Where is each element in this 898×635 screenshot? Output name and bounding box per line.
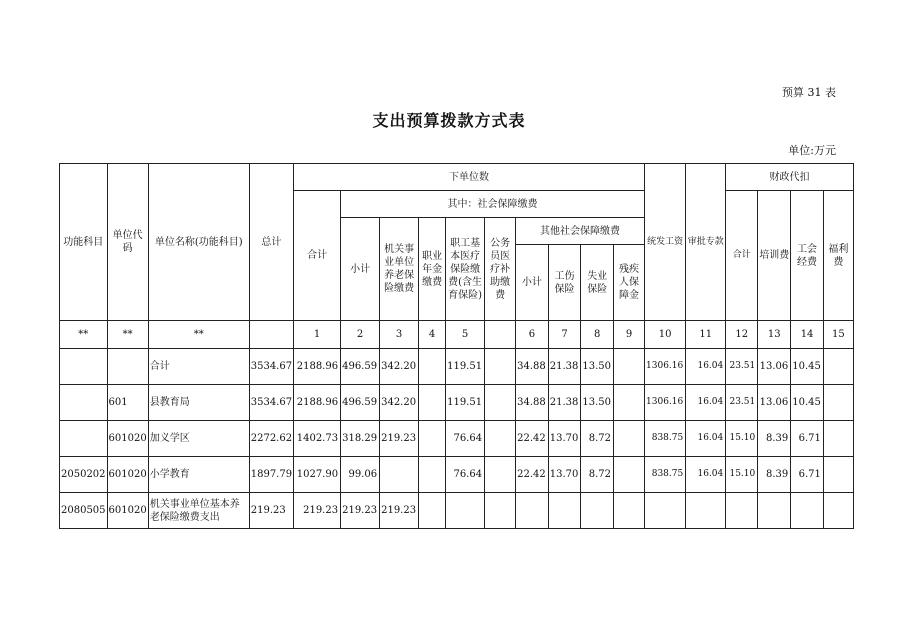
- index-cell: 7: [548, 321, 581, 349]
- cell-value: 15.10: [726, 457, 758, 493]
- cell-value: 219.23: [341, 493, 380, 529]
- table-row: [60, 493, 854, 529]
- header-lower-units: 下单位数: [294, 164, 645, 191]
- form-number: 预算 31 表: [782, 86, 836, 99]
- cell-value: 13.70: [548, 457, 581, 493]
- cell-unit-name: 合计: [148, 349, 249, 385]
- cell-value: 10.45: [791, 349, 824, 385]
- table-row: [60, 457, 854, 493]
- cell-unit-code: 601020: [107, 493, 148, 529]
- cell-value: 119.51: [446, 385, 485, 421]
- header-welfare: 福利费: [823, 191, 853, 321]
- index-cell: **: [148, 321, 249, 349]
- index-cell: 8: [581, 321, 614, 349]
- cell-value: [614, 349, 645, 385]
- cell-total: 219.23: [249, 493, 293, 529]
- cell-func-code: [60, 385, 108, 421]
- index-row: [60, 321, 854, 349]
- cell-value: 219.23: [380, 421, 419, 457]
- index-cell: 3: [380, 321, 419, 349]
- index-cell: 6: [516, 321, 549, 349]
- cell-value: 496.59: [341, 385, 380, 421]
- cell-value: 2188.96: [294, 349, 341, 385]
- index-cell: 14: [791, 321, 824, 349]
- header-salary: 统发工资: [645, 164, 686, 321]
- cell-value: 13.50: [581, 349, 614, 385]
- cell-value: 6.71: [791, 421, 824, 457]
- cell-value: 13.06: [758, 385, 791, 421]
- cell-total: 1897.79: [249, 457, 293, 493]
- index-cell: 10: [645, 321, 686, 349]
- header-social-insurance: 其中：社会保障缴费: [341, 191, 645, 218]
- cell-value: [726, 493, 758, 529]
- cell-func-code: [60, 421, 108, 457]
- cell-value: [614, 457, 645, 493]
- cell-value: 76.64: [446, 421, 485, 457]
- cell-total: 3534.67: [249, 385, 293, 421]
- header-fd-total: 合计: [726, 191, 758, 321]
- cell-value: 219.23: [294, 493, 341, 529]
- cell-value: [419, 421, 446, 457]
- cell-value: 16.04: [686, 457, 726, 493]
- cell-value: [419, 349, 446, 385]
- cell-value: 15.10: [726, 421, 758, 457]
- cell-value: 10.45: [791, 385, 824, 421]
- cell-value: [823, 385, 853, 421]
- cell-total: 3534.67: [249, 349, 293, 385]
- cell-value: [645, 493, 686, 529]
- cell-value: [548, 493, 581, 529]
- cell-value: [614, 421, 645, 457]
- index-cell: [485, 321, 516, 349]
- cell-value: 16.04: [686, 385, 726, 421]
- cell-value: 22.42: [516, 421, 549, 457]
- cell-unit-name: 县教育局: [148, 385, 249, 421]
- index-cell: 5: [446, 321, 485, 349]
- cell-value: 1306.16: [645, 385, 686, 421]
- header-pension: 机关事业单位养老保险缴费: [380, 218, 419, 321]
- cell-value: 22.42: [516, 457, 549, 493]
- cell-unit-name: 机关事业单位基本养老保险缴费支出: [148, 493, 249, 529]
- cell-value: 76.64: [446, 457, 485, 493]
- cell-value: 23.51: [726, 349, 758, 385]
- cell-value: [419, 493, 446, 529]
- cell-value: [485, 421, 516, 457]
- cell-value: 13.50: [581, 385, 614, 421]
- cell-value: [823, 421, 853, 457]
- cell-func-code: [60, 349, 108, 385]
- header-medical: 职工基本医疗保险缴费(含生育保险): [446, 218, 485, 321]
- cell-value: 21.38: [548, 385, 581, 421]
- index-cell: 12: [726, 321, 758, 349]
- header-si-subtotal: 小计: [341, 218, 380, 321]
- cell-total: 2272.62: [249, 421, 293, 457]
- index-cell: 4: [419, 321, 446, 349]
- cell-value: [446, 493, 485, 529]
- cell-unit-code: 601020: [107, 421, 148, 457]
- cell-value: 34.88: [516, 385, 549, 421]
- cell-value: 8.72: [581, 421, 614, 457]
- header-training: 培训费: [758, 191, 791, 321]
- cell-value: [581, 493, 614, 529]
- cell-unit-code: [107, 349, 148, 385]
- header-unit-code: 单位代码: [107, 164, 148, 321]
- table-row: [60, 349, 854, 385]
- header-civil-medical: 公务员医疗补助缴费: [485, 218, 516, 321]
- cell-func-code: 2080505: [60, 493, 108, 529]
- cell-value: 1402.73: [294, 421, 341, 457]
- cell-value: [485, 385, 516, 421]
- unit-label: 单位:万元: [788, 144, 836, 157]
- header-func-code: 功能科目: [60, 164, 108, 321]
- cell-value: 13.06: [758, 349, 791, 385]
- cell-value: 8.39: [758, 421, 791, 457]
- cell-value: 1306.16: [645, 349, 686, 385]
- cell-value: 23.51: [726, 385, 758, 421]
- cell-value: [686, 493, 726, 529]
- cell-value: [614, 385, 645, 421]
- cell-value: 219.23: [380, 493, 419, 529]
- header-total: 总计: [249, 164, 293, 321]
- header-union: 工会经费: [791, 191, 824, 321]
- header-other-subtotal: 小计: [516, 245, 549, 321]
- index-cell: **: [107, 321, 148, 349]
- cell-value: 16.04: [686, 349, 726, 385]
- cell-value: 13.70: [548, 421, 581, 457]
- cell-value: 342.20: [380, 385, 419, 421]
- index-cell: 9: [614, 321, 645, 349]
- cell-value: [614, 493, 645, 529]
- cell-func-code: 2050202: [60, 457, 108, 493]
- cell-value: [791, 493, 824, 529]
- cell-value: [419, 385, 446, 421]
- index-cell: 1: [294, 321, 341, 349]
- cell-value: [758, 493, 791, 529]
- cell-value: 16.04: [686, 421, 726, 457]
- cell-value: [823, 457, 853, 493]
- cell-value: 838.75: [645, 457, 686, 493]
- header-injury: 工伤保险: [548, 245, 581, 321]
- cell-value: [419, 457, 446, 493]
- index-cell: 13: [758, 321, 791, 349]
- cell-value: 318.29: [341, 421, 380, 457]
- page-title: 支出预算拨款方式表: [372, 111, 526, 130]
- index-cell: 2: [341, 321, 380, 349]
- header-lower-total: 合计: [294, 191, 341, 321]
- cell-unit-code: 601: [107, 385, 148, 421]
- header-finance-deduct: 财政代扣: [726, 164, 854, 191]
- cell-value: [516, 493, 549, 529]
- cell-value: 119.51: [446, 349, 485, 385]
- cell-value: [485, 457, 516, 493]
- cell-value: [380, 457, 419, 493]
- cell-value: 8.72: [581, 457, 614, 493]
- index-cell: **: [60, 321, 108, 349]
- cell-value: [823, 349, 853, 385]
- cell-unit-code: 601020: [107, 457, 148, 493]
- cell-value: [485, 349, 516, 385]
- cell-unit-name: 加义学区: [148, 421, 249, 457]
- header-unemployment: 失业保险: [581, 245, 614, 321]
- index-cell: [249, 321, 293, 349]
- header-unit-name: 单位名称(功能科目): [148, 164, 249, 321]
- table-row: [60, 421, 854, 457]
- header-disabled: 残疾人保障金: [614, 245, 645, 321]
- cell-value: 342.20: [380, 349, 419, 385]
- cell-value: 8.39: [758, 457, 791, 493]
- cell-value: 838.75: [645, 421, 686, 457]
- cell-value: 6.71: [791, 457, 824, 493]
- header-annuity: 职业年金缴费: [419, 218, 446, 321]
- header-row-1: [60, 164, 854, 191]
- cell-value: 21.38: [548, 349, 581, 385]
- index-cell: 15: [823, 321, 853, 349]
- index-cell: 11: [686, 321, 726, 349]
- cell-value: 34.88: [516, 349, 549, 385]
- header-special: 审批专款: [686, 164, 726, 321]
- header-other-si: 其他社会保障缴费: [516, 218, 645, 245]
- budget-table: [59, 163, 854, 529]
- cell-value: 99.06: [341, 457, 380, 493]
- cell-value: [485, 493, 516, 529]
- cell-value: 1027.90: [294, 457, 341, 493]
- cell-unit-name: 小学教育: [148, 457, 249, 493]
- table-row: [60, 385, 854, 421]
- cell-value: [823, 493, 853, 529]
- cell-value: 2188.96: [294, 385, 341, 421]
- cell-value: 496.59: [341, 349, 380, 385]
